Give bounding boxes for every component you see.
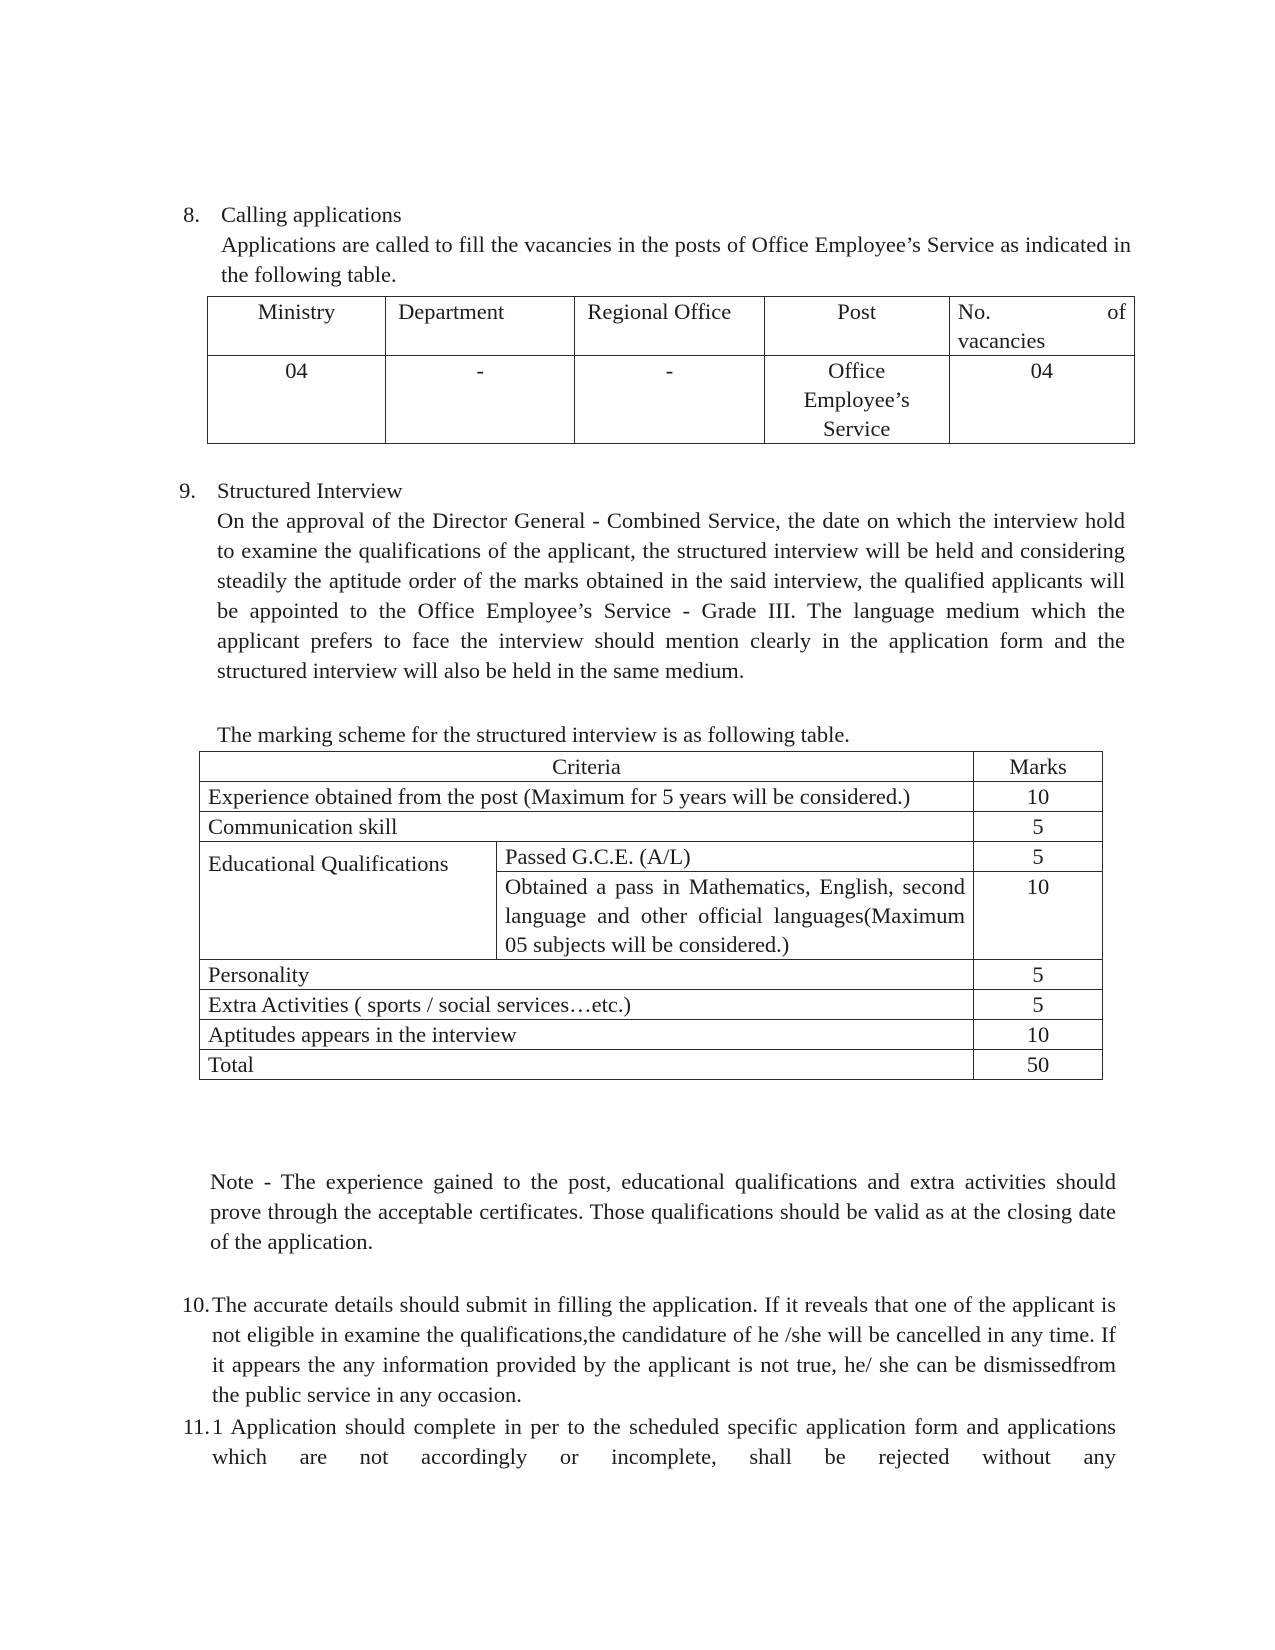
criteria-education [200,842,497,960]
note-text: Note - The experience gained to the post, educational qualifications and extra activities should prove through the acceptable certificates. Those qualifications should be valid as at the closing date of the application. [210,1169,1116,1254]
section-body: The accurate details should submit in filling the application. If it reveals that one of the applicant is not eligible in examine the qualifications,the candidature of he /she will be cancelled in any time. If it appears the any information provided by the applicant is not true, he/ she can be dismissedfrom the public service in any occasion. [212,1292,1116,1407]
table-row [200,812,1103,842]
cell-post [764,356,949,444]
table-row [200,842,1103,872]
section-heading: Calling applications [221,202,402,227]
table-row [200,990,1103,1020]
section-number: 10. [181,1292,210,1317]
table-row [200,1020,1103,1050]
column-header-department: Department [386,297,575,356]
section-number: 8. [183,202,200,227]
column-header-regional-office: Regional Office [575,297,764,356]
criteria-communication: Communication skill [200,812,974,842]
marking-scheme-table [199,751,1103,1080]
section-heading: Structured Interview [217,478,403,503]
criteria-personality: Personality [200,960,974,990]
section-body: 1 Application should complete in per to the scheduled specific application form and applications which are not accordingly or incomplete, shall be rejected without any [212,1414,1116,1469]
marks-education-gce: 5 [974,842,1103,872]
table-header-row [200,752,1103,782]
section-number: 9. [179,478,196,503]
criteria-aptitudes: Aptitudes appears in the interview [200,1020,974,1050]
table-row [200,1050,1103,1080]
note [210,1167,1116,1257]
table-intro: The marking scheme for the structured interview is as following table. [217,722,850,747]
vacancies-no-label: No. [957,299,991,324]
marks-aptitudes: 10 [974,1020,1103,1050]
vacancies-of-label: of [1107,299,1126,324]
criteria-education-subjects: Obtained a pass in Mathematics, English, second language and other official languages(Maximum 05 subjects will be considered.) [497,872,974,960]
column-header-criteria: Criteria [200,752,974,782]
post-line: Employee’s [803,387,910,412]
column-header-marks: Marks [974,752,1103,782]
section-body: Applications are called to fill the vacancies in the posts of Office Employee’s Service as indicated in the following table. [221,232,1131,287]
marks-communication: 5 [974,812,1103,842]
table-row [200,960,1103,990]
criteria-extra-activities: Extra Activities ( sports / social services…etc.) [200,990,974,1020]
post-line: Service [822,416,891,441]
cell-department: - [386,356,575,444]
column-header-post: Post [764,297,949,356]
column-header-ministry: Ministry [208,297,386,356]
cell-ministry: 04 [208,356,386,444]
marks-extra-activities: 5 [974,990,1103,1020]
marks-total: 50 [974,1050,1103,1080]
table-row [200,782,1103,812]
table-row [208,356,1135,444]
criteria-education-label: Educational Qualifications [208,851,449,876]
section-number: 11. [182,1414,210,1439]
criteria-education-gce: Passed G.C.E. (A/L) [497,842,974,872]
column-header-vacancies [949,297,1134,356]
vacancies-table [207,296,1135,444]
post-line: Office [828,358,886,383]
table-header-row [208,297,1135,356]
criteria-total: Total [200,1050,974,1080]
cell-vacancies: 04 [949,356,1134,444]
vacancies-word-label: vacancies [957,328,1046,353]
section-body: On the approval of the Director General - Combined Service, the date on which the interview hold to examine the qualifications of the applicant, the structured interview will be held and considering steadily the aptitude order of the marks obtained in the said interview, the qualified applicants will be appointed to the Office Employee’s Service - Grade III. The language medium which the applicant prefers to face the interview should mention clearly in the application form and the structured interview will also be held in the same medium. [217,508,1125,683]
marks-personality: 5 [974,960,1103,990]
marks-experience: 10 [974,782,1103,812]
cell-regional-office: - [575,356,764,444]
criteria-experience: Experience obtained from the post (Maximum for 5 years will be considered.) [200,782,974,812]
marks-education-subjects: 10 [974,872,1103,960]
